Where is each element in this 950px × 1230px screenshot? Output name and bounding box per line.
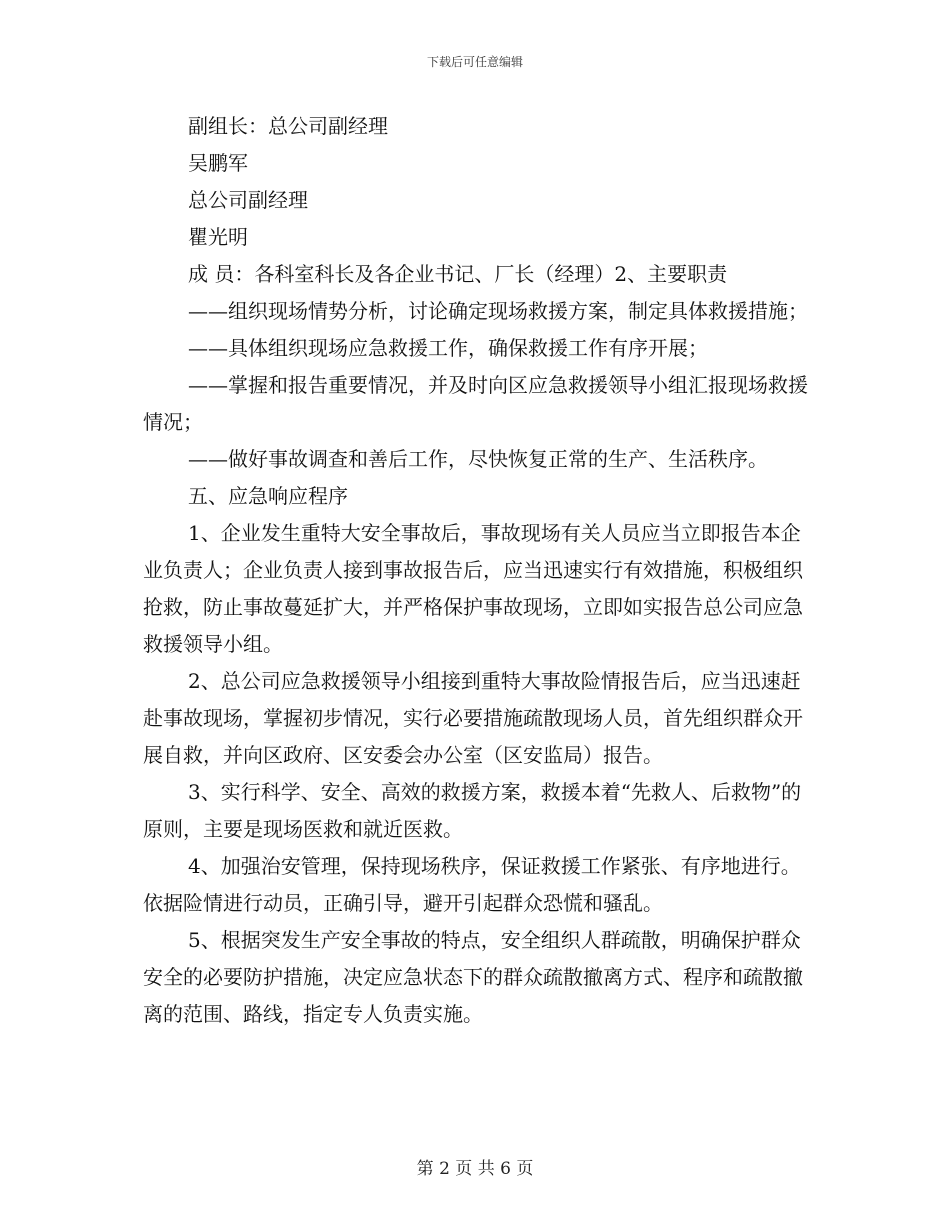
page-header: 下载后可任意编辑 bbox=[426, 55, 523, 69]
page-footer: 第 2 页 共 6 页 bbox=[416, 1159, 534, 1179]
procedure-paragraph-3: 3、实行科学、安全、高效的救援方案，救援本着“先救人、后救物”的原则，主要是现场医救和就近医救。 bbox=[143, 780, 802, 841]
deputy-leader-name-2: 瞿光明 bbox=[188, 225, 248, 249]
duty-paragraph-3: ——掌握和报告重要情况，并及时向区应急救援领导小组汇报现场救援情况； bbox=[143, 373, 808, 434]
document-body bbox=[143, 108, 808, 1033]
procedure-paragraph-5: 5、根据突发生产安全事故的特点，安全组织人群疏散，明确保护群众安全的必要防护措施，决定应急状态下的群众疏散撤离方式、程序和疏散撤离的范围、路线，指定专人负责实施。 bbox=[143, 928, 803, 1026]
procedure-paragraph-2: 2、总公司应急救援领导小组接到重特大事故险情报告后，应当迅速赶赴事故现场，掌握初步情况，实行必要措施疏散现场人员，首先组织群众开展自救，并向区政府、区安委会办公室（区安监局）报告。 bbox=[143, 669, 803, 767]
procedure-paragraph-4: 4、加强治安管理，保持现场秩序，保证救援工作紧张、有序地进行。依据险情进行动员，正确引导，避开引起群众恐慌和骚乱。 bbox=[143, 854, 801, 915]
deputy-leader-line: 副组长：总公司副经理 bbox=[188, 114, 388, 138]
duty-paragraph-2: ——具体组织现场应急救援工作，确保救援工作有序开展； bbox=[188, 336, 708, 360]
procedure-paragraph-1: 1、企业发生重特大安全事故后，事故现场有关人员应当立即报告本企业负责人；企业负责人接到事故报告后，应当迅速实行有效措施，积极组织抢救，防止事故蔓延扩大，并严格保护事故现场，立即如实报告总公司应急救援领导小组。 bbox=[143, 521, 803, 656]
duty-paragraph-1: ——组织现场情势分析，讨论确定现场救援方案，制定具体救援措施； bbox=[188, 299, 808, 323]
members-line: 成 员：各科室科长及各企业书记、厂长（经理）2、主要职责 bbox=[188, 262, 728, 286]
deputy-leader-name-1: 吴鹏军 bbox=[188, 151, 248, 175]
deputy-leader-title-2: 总公司副经理 bbox=[188, 188, 308, 212]
section-heading: 五、应急响应程序 bbox=[188, 484, 348, 508]
duty-paragraph-4: ——做好事故调查和善后工作，尽快恢复正常的生产、生活秩序。 bbox=[188, 447, 768, 471]
